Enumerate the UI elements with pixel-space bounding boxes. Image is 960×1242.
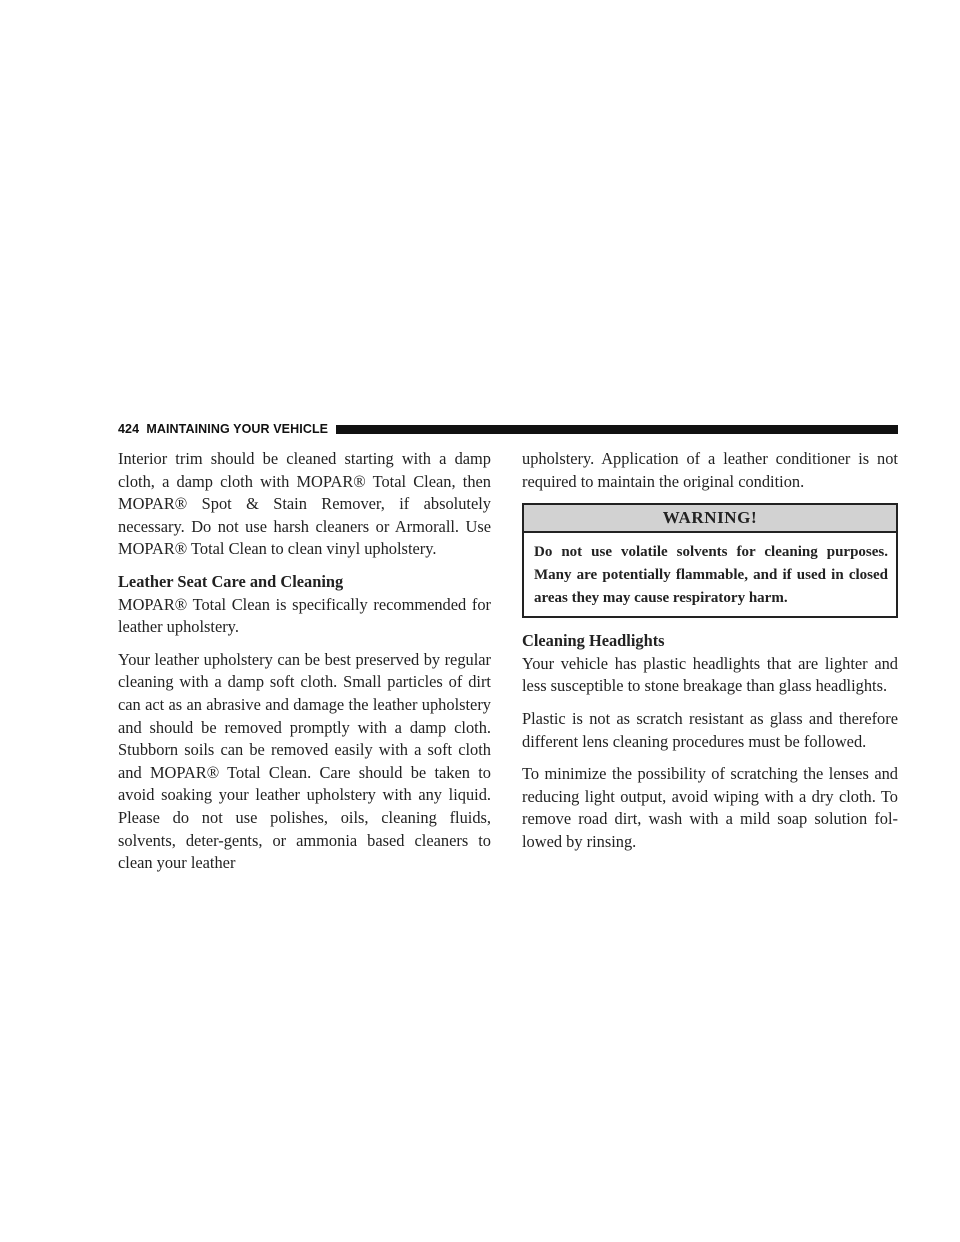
header-rule [336, 425, 898, 434]
paragraph-interior-trim: Interior trim should be cleaned starting with a damp cloth, a damp cloth with MOPAR® Total Clean, then MOPAR® Spot & Stain Remover, if absolutely necessary. Do not use harsh cleaners or Armorall. Use MOPAR® Total Clean to clean vinyl upholstery. [118, 449, 491, 559]
paragraph-upholstery-continued: upholstery. Application of a leather conditioner is not required to maintain the original condition. [522, 449, 898, 491]
heading-leather-seat-care: Leather Seat Care and Cleaning [118, 571, 344, 591]
warning-title: WARNING! [524, 505, 896, 533]
paragraph-leather-preserve: Your leather upholstery can be best preserved by regular cleaning with a damp soft cloth. Small particles of dirt can act as an abrasive and damage the leather upholstery and should be removed promptly with a damp cloth. Stubborn soils can be removed easily with a soft cloth and MOPAR® Total Clean. Care should be taken to avoid soaking your leather upholstery with any liquid. Please do not use polishes, oils, cleaning fluids, solvents, deter-gents, or ammonia based cleaners to clean your leather [118, 649, 491, 873]
paragraph-plastic-headlights: Your vehicle has plastic headlights that are lighter and less susceptible to stone breakage than glass headlights. [522, 653, 898, 696]
section-title: MAINTAINING YOUR VEHICLE [146, 422, 329, 436]
page-header [118, 422, 898, 436]
page-number: 424 [118, 422, 140, 436]
left-column [118, 448, 491, 885]
header-label [118, 422, 336, 436]
paragraph-minimize-scratching: To minimize the possibility of scratching the lenses and reducing light output, avoid wiping with a dry cloth. To remove road dirt, wash with a mild soap solution fol-lowed by rinsing. [522, 764, 898, 851]
right-column [522, 448, 898, 864]
warning-text: Do not use volatile solvents for cleaning purposes. Many are potentially flammable, and if used in closed areas they may cause respiratory harm. [534, 544, 888, 607]
warning-box [522, 503, 898, 618]
paragraph-mopar-recommended: MOPAR® Total Clean is specifically recommended for leather upholstery. [118, 594, 491, 637]
heading-cleaning-headlights: Cleaning Headlights [522, 631, 665, 651]
paragraph-scratch-resistant: Plastic is not as scratch resistant as glass and therefore different lens cleaning procedures must be followed. [522, 708, 898, 751]
